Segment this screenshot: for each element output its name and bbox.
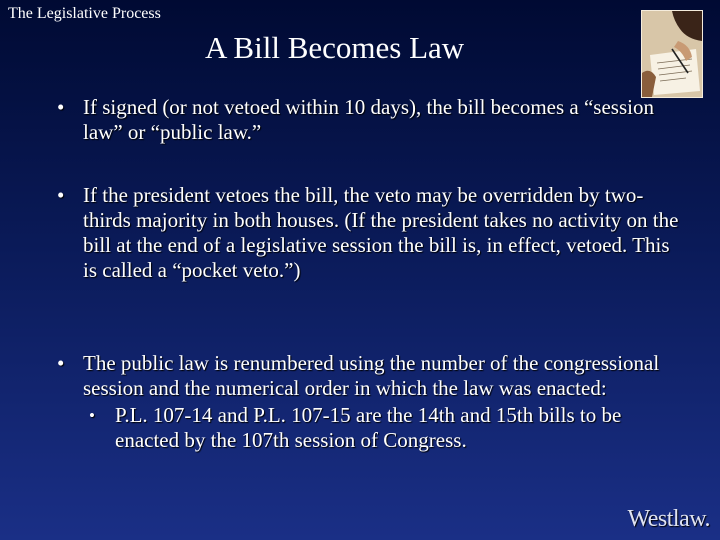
section-label: The Legislative Process — [8, 5, 161, 22]
bullet-text: The public law is renumbered using the number of the congressional session and the numerical order in which the law was enacted: — [83, 351, 660, 400]
bullet-text: If signed (or not vetoed within 10 days), the bill becomes a “session law” or “public law.” — [83, 95, 654, 144]
bullet-item — [57, 95, 683, 145]
sub-bullet-text: P.L. 107-14 and P.L. 107-15 are the 14th and 15th bills to be enacted by the 107th session of Congress. — [115, 403, 622, 452]
bullet-marker: • — [57, 95, 65, 119]
slide-title: A Bill Becomes Law — [205, 30, 465, 65]
bullet-marker: • — [57, 183, 65, 207]
sub-bullet-item — [89, 403, 683, 453]
signing-document-photo — [641, 10, 703, 98]
westlaw-logo: Westlaw. — [627, 506, 710, 532]
bullet-marker: • — [57, 351, 65, 375]
bullet-item — [57, 183, 683, 283]
bullet-text: If the president vetoes the bill, the veto may be overridden by two-thirds majority in both houses. (If the president takes no activity on the bill at the end of a legislative session the bill is, in effect, vetoed. This is called a “pocket veto.”) — [83, 183, 679, 282]
bullet-item — [57, 351, 683, 453]
sub-bullet-marker: • — [89, 406, 95, 425]
